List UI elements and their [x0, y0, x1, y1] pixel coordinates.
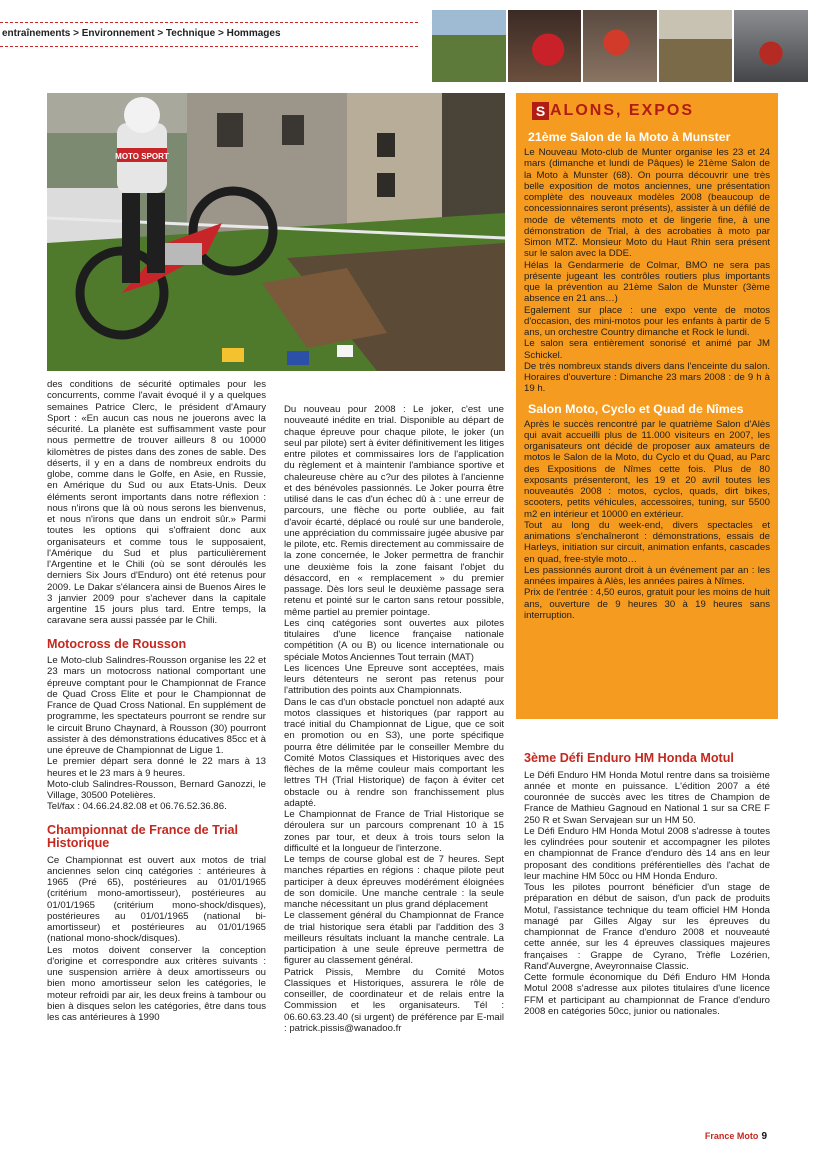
munster-text — [516, 147, 778, 395]
page-number: 9 — [761, 1131, 767, 1142]
thumbnail-strip — [432, 10, 808, 82]
enduro-paragraph: Cette formule économique du Défi Enduro HM Honda Motul 2008 s'adresse aux pilotes titulaires d'une licence FFM et participant au championnat de France d'enduro 2008 en catégories 50cc, junior ou nationales. — [524, 972, 770, 1017]
column-left — [47, 379, 266, 1023]
racing-rider-photo — [583, 10, 657, 82]
middle-paragraph: Les licences Une Epreuve sont acceptées, mais leurs détenteurs ne seront pas retenus pour l'attribution des points aux Championnats. — [284, 662, 504, 697]
munster-paragraph: Egalement sur place : une expo vente de motos d'occasion, des mini-motos pour les enfants à partir de 5 ans, un orchestre Country dimanche et Rock le lundi. — [524, 304, 770, 338]
rousson-paragraph: Le Moto-club Salindres-Rousson organise les 22 et 23 mars un motocross national comportant une épreuve comptant pour le Championnat de France de Quad Cross Elite et pour le Championnat de France de Quad Cross National. En supplément de programme, les spectateurs pourront se rendre sur le circuit Bruno Chaynard, à Rousson (30) pourront assister à des démonstrations éducatives 85cc et à une épreuve de Championnat de Ligue 1. — [47, 655, 266, 756]
munster-paragraph: Le Nouveau Moto-club de Munter organise les 23 et 24 mars (dimanche et lundi de Pâques) le 21ème Salon de la Moto à Munster (68). On pourra découvrir une très belle exposition de motos anciennes, une présentation complète des nouveaux modèles 2008 (beaucoup de concessionnaires seront présents), assister à un défilé de mode de vêtements moto et de lingerie fine, à une démonstration de Trial, à des acrobaties à moto par Simon MTZ. Monsieur Moto du Haut Rhin sera présent sur le salon avec la DDE. — [524, 147, 770, 260]
nimes-title: Salon Moto, Cyclo et Quad de Nîmes — [528, 401, 744, 416]
trial-paragraph: Ce Championnat est ouvert aux motos de trial anciennes selon cinq catégories : antérieures à 1965 (Pré 65), postérieures au 01/01/1965 (critérium mono-amortisseur), postérieures au 01/01/1965 (critérium mono-shock/disques), postérieures au 01/01/1965 (national bi-amortisseur) et postérieures au 01/01/1965 (national mono-shock/disques). — [47, 854, 266, 945]
middle-paragraph: Le Championnat de France de Trial Historique se déroulera sur un parcours comprenant 10 à 15 zones par tour, et deux à trois tours selon la difficulté et la longueur de l'interzone. — [284, 809, 504, 854]
enduro-paragraph: Le Défi Enduro HM Honda Motul rentre dans sa troisième année et monte en puissance. L'édition 2007 a été couronnée de succès avec les titres de Champion de France de Mathieu Gagnoud en National 1 sur sa CRE F 250 R et Swan Servajean sur un HM 50. — [524, 769, 770, 826]
column-right — [524, 752, 770, 1017]
rousson-paragraph: Moto-club Salindres-Rousson, Bernard Ganozzi, le Village, 30500 Potelières. — [47, 778, 266, 801]
breadcrumb: entraînements > Environnement > Technique > Hommages — [2, 28, 281, 39]
enduro-paragraph: Tous les pilotes pourront bénéficier d'un stage de préparation en début de saison, d'un pack de produits Motul, l'assistance technique du team officiel HM Honda managé par Gilles Algay sur les épreuves du championnat de France d'enduro 2008 et nouveauté cette année, sur les 4 épreuves classiques majeures françaises : Grappe de Cyrano, Trèfle Lozérien, Rand'Auvergne, Aveyronnaise Classic. — [524, 882, 770, 972]
page-footer — [705, 1131, 767, 1142]
nimes-paragraph: Après le succès rencontré par le quatrième Salon d'Alès qui avait accueilli plus de 11.000 visiteurs en 2007, les organisateurs ont décidé de proposer aux amateurs de motos le Salon de la Moto, du Cyclo et du Quad, au Parc des Expositions de Nîmes cette fois. Plus de 80 exposants présenteront, les 19 et 20 avril toutes les nouveautés 2008 : motos, cyclos, quads, dirt bikes, scooters, petits véhicules, accessoires, tuning, sur 5500 m2 en intérieur et 10000 en extérieur. — [524, 418, 770, 520]
rousson-paragraph: Le premier départ sera donné le 22 mars à 13 heures et le 23 mars à 9 heures. — [47, 756, 266, 779]
enduro-paragraph: Le Défi Enduro HM Honda Motul 2008 s'adresse à toutes les cylindrées pour soutenir et accompagner les pilotes en championnat de France d'enduro dès 14 ans en leur proposant des conditions préférentielles dès l'achat de leur machine HM 50cc ou HM Honda Enduro. — [524, 825, 770, 882]
munster-paragraph: Hélas la Gendarmerie de Colmar, BMO ne sera pas présente jugeant les contrôles routiers plus importants que la prévention au 21ème Salon de Munster (3ème absence en 21 ans…) — [524, 259, 770, 305]
column-middle — [284, 404, 504, 1034]
nimes-paragraph: Prix de l'entrée : 4,50 euros, gratuit pour les moins de huit ans, ouverture de 9 heures 30 à 19 heures sans interruption. — [524, 587, 770, 621]
rousson-paragraph: Tel/fax : 04.66.24.82.08 et 06.76.52.36.86. — [47, 801, 227, 813]
munster-paragraph: Le salon sera entièrement sonorisé et animé par JM Schickel. — [524, 338, 770, 361]
enduro-title: 3ème Défi Enduro HM Honda Motul — [524, 751, 734, 765]
heading-initial: S — [532, 102, 549, 120]
middle-paragraph: Du nouveau pour 2008 : Le joker, c'est une nouveauté inédite en trial. Disponible au départ de chaque épreuve pour chaque pilote, le joker (un seul par pilote) sert à éviter définitivement les litiges entre pilotes et commissaires lors de l'application du règlement et à maintenir l'ambiance sportive et chaleureuse chère au c?ur des pilotes à l'ancienne et des bénévoles passionnés. Le Joker pourra être utilisé dans le cas d'un échec dû à : une erreur de parcours, une flèche ou porte oubliée, au fait d'avoir écarté, déplacé ou roulé sur une banderole, une appréciation du commissaire jugée abusive par le pilote, etc. Remis directement au commissaire de la zone concernée, le Joker permettra de franchir une deuxième fois la zone faisant l'objet du désaccord, en « remplacement » du premier passage. Dès lors seul le deuxième passage sera retenu et pointé sur le carton sans retour possible, même partiel au premier pointage. — [284, 404, 504, 618]
nimes-text — [516, 419, 778, 622]
trial-photo-illustration — [47, 93, 505, 371]
rousson-title: Motocross de Rousson — [47, 636, 187, 651]
rider-bib-text: MOTO SPORT — [115, 152, 169, 161]
trial-title: Championnat de France de Trial Historique — [47, 822, 239, 850]
trial-rider-photo — [47, 93, 505, 371]
salons-expos-heading — [516, 93, 778, 123]
header-rule-top — [0, 22, 418, 23]
middle-paragraph: Le classement général du Championnat de France de trial historique sera établi par l'addition des 3 meilleurs résultats incluant la manche centrale. La participation à une seule épreuve permettra de figurer au classement général. — [284, 910, 504, 967]
red-motorcycle-photo — [508, 10, 582, 82]
trial-rider-photo — [432, 10, 506, 82]
middle-paragraph: Dans le cas d'un obstacle ponctuel non adapté aux motos classiques et historiques (par rapport au tracé initial du Championnat de Ligue, que ce soit en promotion ou en S3), une porte spécifique pourra être délimitée par le conseiller Membre du Comité Motos Classiques et Historiques avec des flèches de la même couleur mais comportant les lettres TH (Trial Historique) de façon à éviter cet obstacle ou à rendre son franchissement plus adapté. — [284, 696, 504, 809]
middle-paragraph: Patrick Pissis, Membre du Comité Motos Classiques et Historiques, assurera le rôle de conseiller, de coordinateur et de relais entre la Commission et les organisateurs. Tél : 06.60.63.23.40 (si urgent) de préférence par E-mail : patrick.pissis@wanadoo.fr — [284, 966, 504, 1034]
salons-expos-box — [516, 93, 778, 719]
nimes-paragraph: Tout au long du week-end, divers spectacles et animations s'enchaîneront : démonstrations, essais de Harleys, initiation sur circuit, animation enfants, cascades en quad, free-style moto… — [524, 519, 770, 565]
trial-paragraph: Les motos doivent conserver la conception d'origine et correspondre aux critères suivants : une suspension arrière à deux amortisseurs ou bien mono amortisseur selon les catégories, le moteur refroidi par air, les deux freins à tambour ou bien à disques selon les catégories, être dans tous les cas antérieures à 1990 — [47, 944, 266, 1023]
intro-paragraph: des conditions de sécurité optimales pour les concurrents, comme l'avait évoqué il y a quelques semaines Patrice Clerc, le président d'Amaury Sport : «En aucun cas nous ne jouerons avec la sécurité. La planète est suffisamment vaste pour nous permettre de trouver ailleurs 8 ou 10000 kilomètres de pistes dans des zones de sable. Des déserts, il y en a dans de nombreux endroits du globe, comme dans le Golfe, en Asie, en Russie, en Amérique du Sud ou aux Etats-Unis. Deux éléments seront importants dans notre réflexion : nous n'irons que là où nous serons les bienvenus, et nous n'irons que dans un endroit sûr.» Parmi toutes les options qui s'offraient donc aux organisateurs et comme tous le supposaient, l'Amérique du Sud et plus particulièrement l'Argentine et le Chili (où se sont déroulés les derniers Six Jours d'Enduro) ont été retenus pour 2009. Le Dakar s'élancera ainsi de Buenos Aires le 3 janvier 2009 pour s'achever dans la capitale argentine 15 jours plus tard. Entre temps, la caravane sera aussi passée par le Chili. — [47, 379, 266, 627]
munster-paragraph: De très nombreux stands divers dans l'enceinte du salon. Horaires d'ouverture : Dimanche 23 mars 2008 : de 9 h à 19 h. — [524, 360, 770, 395]
rider-field-photo — [659, 10, 733, 82]
middle-paragraph: Le temps de course global est de 7 heures. Sept manches réparties en régions : chaque pilote peut participer à deux épreuves modérément éloignées de son domicile. Une manche centrale : la seule manche nécessitant un plus grand déplacement — [284, 854, 504, 910]
magazine-name: France Moto — [704, 1131, 759, 1141]
middle-paragraph: Les cinq catégories sont ouvertes aux pilotes titulaires d'une licence française nationale compétition (A ou B) ou licence internationale ou spéciale Motos Anciennes Tout terrain (MAT) — [284, 617, 504, 663]
group-riders-photo — [734, 10, 808, 82]
header-bar — [0, 0, 825, 80]
header-rule-bottom — [0, 46, 418, 47]
munster-title: 21ème Salon de la Moto à Munster — [528, 130, 731, 144]
nimes-paragraph: Les passionnés auront droit à un événement par an : les années impaires à Alès, les années paires à Nîmes. — [524, 564, 770, 587]
heading-text: ALONS, EXPOS — [550, 102, 695, 119]
